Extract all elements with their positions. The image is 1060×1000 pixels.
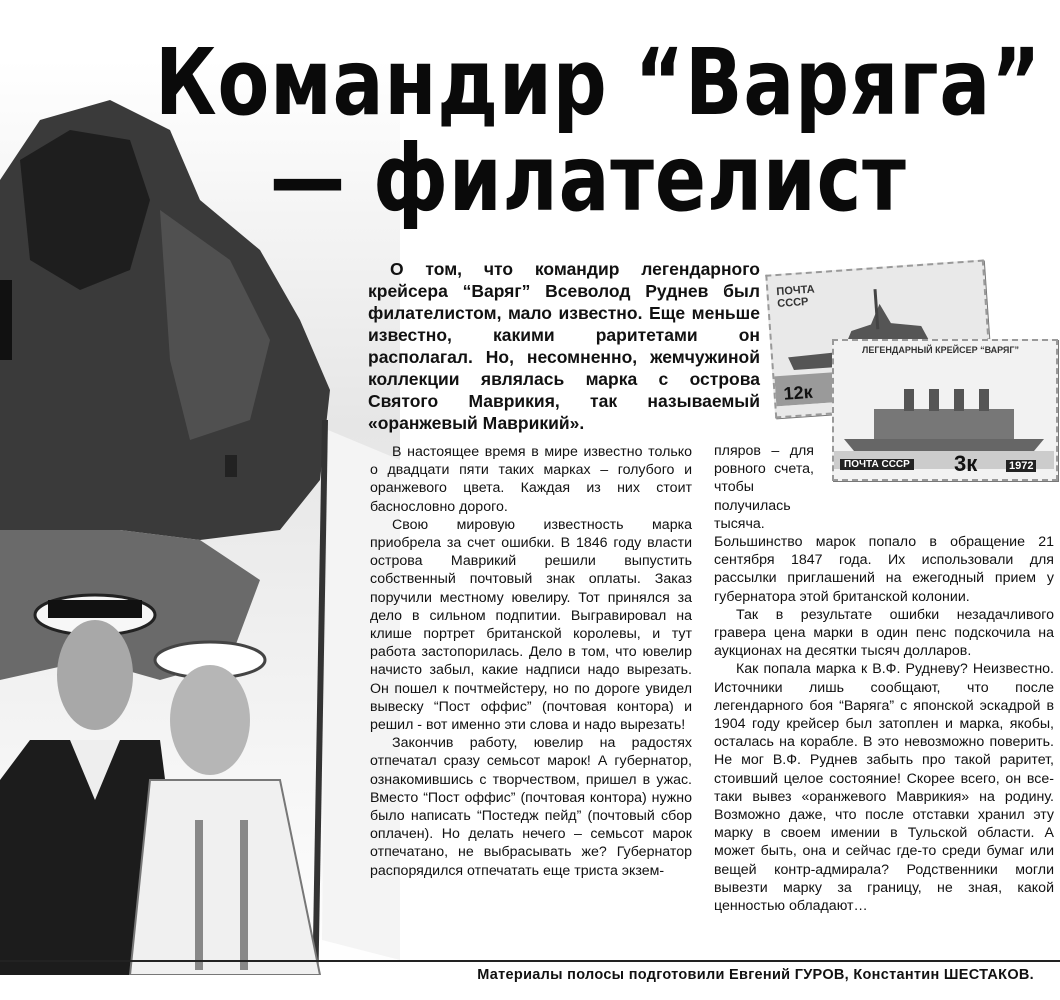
lead-paragraph [368, 258, 760, 434]
paragraph: Как попала марка к В.Ф. Рудневу? Неизвестно. Источники лишь сообщают, что после легендарного боя “Варяга” с японской эскадрой в 1904 году крейсер был затоплен и марка, якобы, осталась на корабле. В это невозможно поверить. Не мог В.Ф. Руднев забыть про такой раритет, стоивший целое состояние! Скорее всего, он все-таки вывез «оранжевого Маврикия» на родину. Возможно даже, что после отставки хранил эту марку в своем имении в Тульской области. А может быть, она и сейчас где-то среди бумаг или вещей контр-адмирала? Родственники могли вывезти марку за границу, не зная, какой ценностью обладают… [714, 661, 1054, 915]
headline-line-2: — филателист [269, 125, 907, 232]
paragraph: Большинство марок попало в обращение 21 сентября 1847 года. Их использовали для рассылки приглашений на ежегодный прием у губернатора этой британской колонии. [714, 534, 1054, 605]
paragraph: Свою мировую известность марка приобрела за счет ошибки. В 1846 году власти острова Маврикий решили выпустить собственный почтовый знак оплаты. Заказ поручили местному ювелиру. Тот принялся за дело в сильном подпитии. Выгравировал на клише портрет британской королевы, и тут работа застопорилась. Дело в том, что ювелир начисто забыл, какие надписи надо вырезать. Он пошел к почтмейстеру, но по дороге увидел вывеску “Пост оффис” (почтовая контора) и решил - вот именно эти слова и надо вырезать! [370, 516, 692, 734]
stamp2-value: 3к [954, 451, 978, 476]
paragraph: Закончив работу, ювелир на радостях отпечатал сразу семьсот марок! А губернатор, ознакомившись с творчеством, пришел в ужас. Вместо “Пост оффис” (почтовая контора) нужно было написать “Постедж пейд” (почтовый сбор оплачен). Но делать нечего – семьсот марок отпечатано, не выбрасывать же? Губернатор распорядился отпечатать еще триста экзем- [370, 735, 692, 879]
paragraph-continuation: пляров – для ровного счета, чтобы получилась тысяча. [714, 443, 814, 532]
wrapped-text [714, 442, 814, 533]
stamp1-value: 12к [782, 381, 814, 404]
stamp2-footer: ПОЧТА СССР [840, 459, 914, 470]
credits-line: Материалы полосы подготовили Евгений ГУРОВ, Константин ШЕСТАКОВ. [0, 960, 1060, 990]
paragraph: Так в результате ошибки незадачливого гравера цена марки в один пенс подскочила на аукционах на десятки тысяч долларов. [714, 606, 1054, 660]
paragraph: В настоящее время в мире известно только о двадцати пяти таких марках – голубого и оранжевого цвета. Каждая из них стоит баснословно дорого. [370, 444, 692, 515]
stamp2-year: 1972 [1006, 460, 1036, 472]
stamp1-label: ПОЧТА СССР [776, 283, 815, 311]
headline-line-1: Командир “Варяга” [155, 29, 1042, 136]
headline [155, 29, 1042, 232]
lead-text: О том, что командир легендарного крейсера “Варяг” Всеволод Руднев был филателистом, мало известно. Еще меньше известно, какими раритетами он располагал. Но, несомненно, жемчужиной коллекции являлась марка с острова Святого Маврикия, так называемый «оранжевый Маврикий». [368, 259, 760, 433]
article-column-2 [714, 442, 1054, 915]
stamp2-label: ЛЕГЕНДАРНЫЙ КРЕЙСЕР “ВАРЯГ” [862, 345, 1019, 355]
article-column-1 [370, 443, 692, 880]
